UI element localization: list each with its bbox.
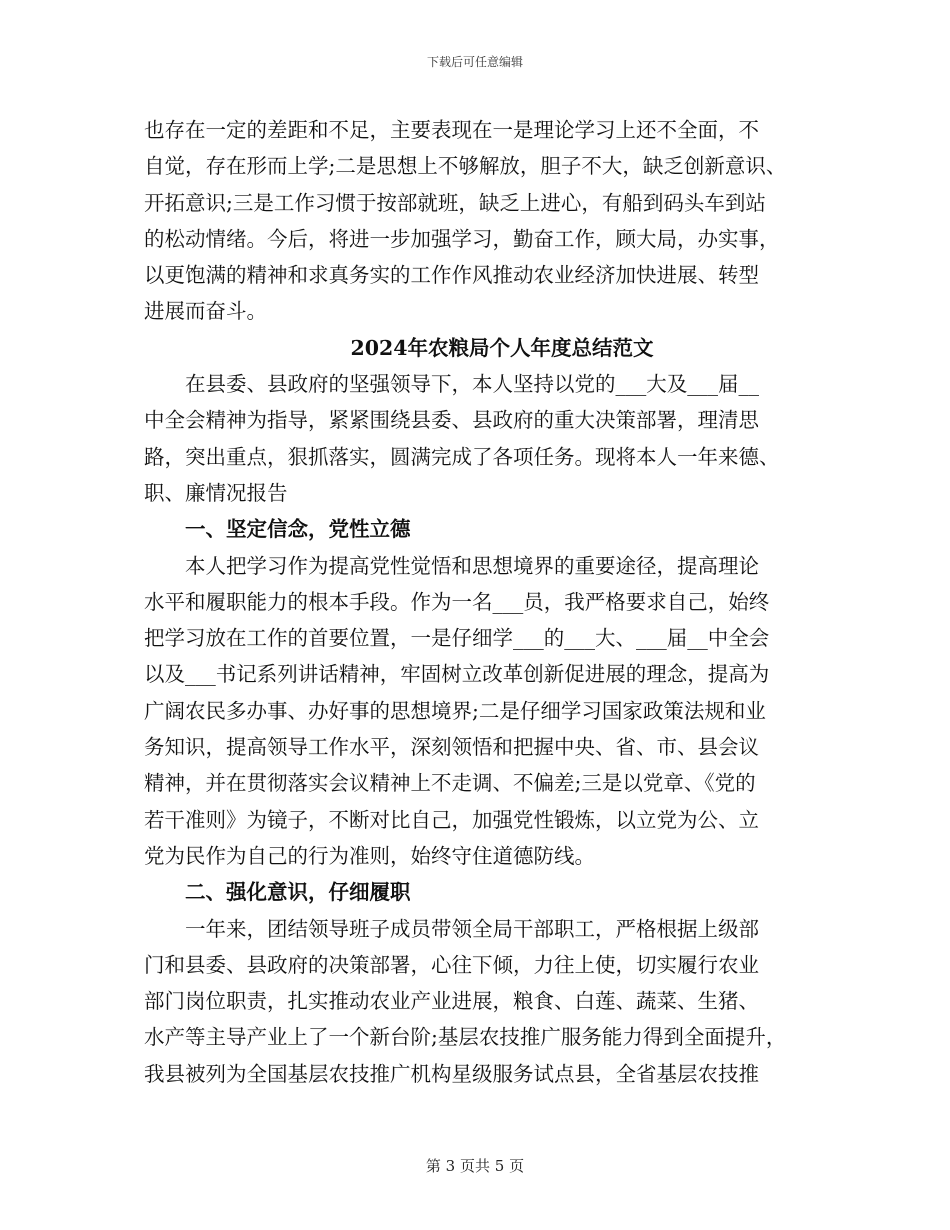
body-line: 以更饱满的精神和求真务实的工作作风推动农业经济加快进展、转型 xyxy=(144,263,759,288)
body-line: 把学习放在工作的首要位置，一是仔细学___的___大、___届__中全会 xyxy=(144,626,770,651)
body-line: 水产等主导产业上了一个新台阶;基层农技推广服务能力得到全面提升， xyxy=(144,1025,787,1050)
body-line: 中全会精神为指导，紧紧围绕县委、县政府的重大决策部署，理清思 xyxy=(144,408,759,433)
section-heading: 一、坚定信念，党性立德 xyxy=(185,517,411,542)
body-line: 自觉，存在形而上学;二是思想上不够解放，胆子不大，缺乏创新意识、 xyxy=(144,154,787,179)
body-line: 门和县委、县政府的决策部署，心往下倾，力往上使，切实履行农业 xyxy=(144,952,759,977)
body-line: 水平和履职能力的根本手段。作为一名___员，我严格要求自己，始终 xyxy=(144,589,770,614)
body-line: 路，突出重点，狠抓落实，圆满完成了各项任务。现将本人一年来德、 xyxy=(144,444,780,469)
paragraph-first-line: 一年来，团结领导班子成员带领全局干部职工，严格根据上级部 xyxy=(185,916,759,941)
body-line: 部门岗位职责，扎实推动农业产业进展，粮食、白莲、蔬菜、生猪、 xyxy=(144,989,759,1014)
section-heading: 二、强化意识，仔细履职 xyxy=(185,880,411,905)
body-line: 的松动情绪。今后，将进一步加强学习，勤奋工作，顾大局，办实事， xyxy=(144,226,780,251)
page-header: 下载后可任意编辑 xyxy=(426,55,523,69)
body-line: 务知识，提高领导工作水平，深刻领悟和把握中央、省、市、县会议 xyxy=(144,735,759,760)
body-line: 以及___书记系列讲话精神，牢固树立改革创新促进展的理念，提高为 xyxy=(144,662,770,687)
body-line: 若干准则》为镜子，不断对比自己，加强党性锻炼，以立党为公、立 xyxy=(144,807,759,832)
body-line: 职、廉情况报告 xyxy=(144,480,288,505)
body-line: 党为民作为自己的行为准则，始终守住道德防线。 xyxy=(144,843,595,868)
document-title: 2024年农粮局个人年度总结范文 xyxy=(350,335,654,360)
page-footer: 第 3 页共 5 页 xyxy=(425,1157,525,1175)
body-line: 开拓意识;三是工作习惯于按部就班，缺乏上进心，有船到码头车到站 xyxy=(144,190,766,215)
body-line: 广阔农民多办事、办好事的思想境界;二是仔细学习国家政策法规和业 xyxy=(144,698,766,723)
document-body xyxy=(144,112,824,1092)
body-line: 也存在一定的差距和不足，主要表现在一是理论学习上还不全面，不 xyxy=(144,118,759,142)
body-line: 进展而奋斗。 xyxy=(144,299,267,324)
paragraph-first-line: 本人把学习作为提高党性觉悟和思想境界的重要途径，提高理论 xyxy=(185,553,759,578)
paragraph-first-line: 在县委、县政府的坚强领导下，本人坚持以党的___大及___届__ xyxy=(185,372,759,397)
body-line: 我县被列为全国基层农技推广机构星级服务试点县，全省基层农技推 xyxy=(144,1061,759,1086)
body-line: 精神，并在贯彻落实会议精神上不走调、不偏差;三是以党章、《党的 xyxy=(144,771,756,796)
